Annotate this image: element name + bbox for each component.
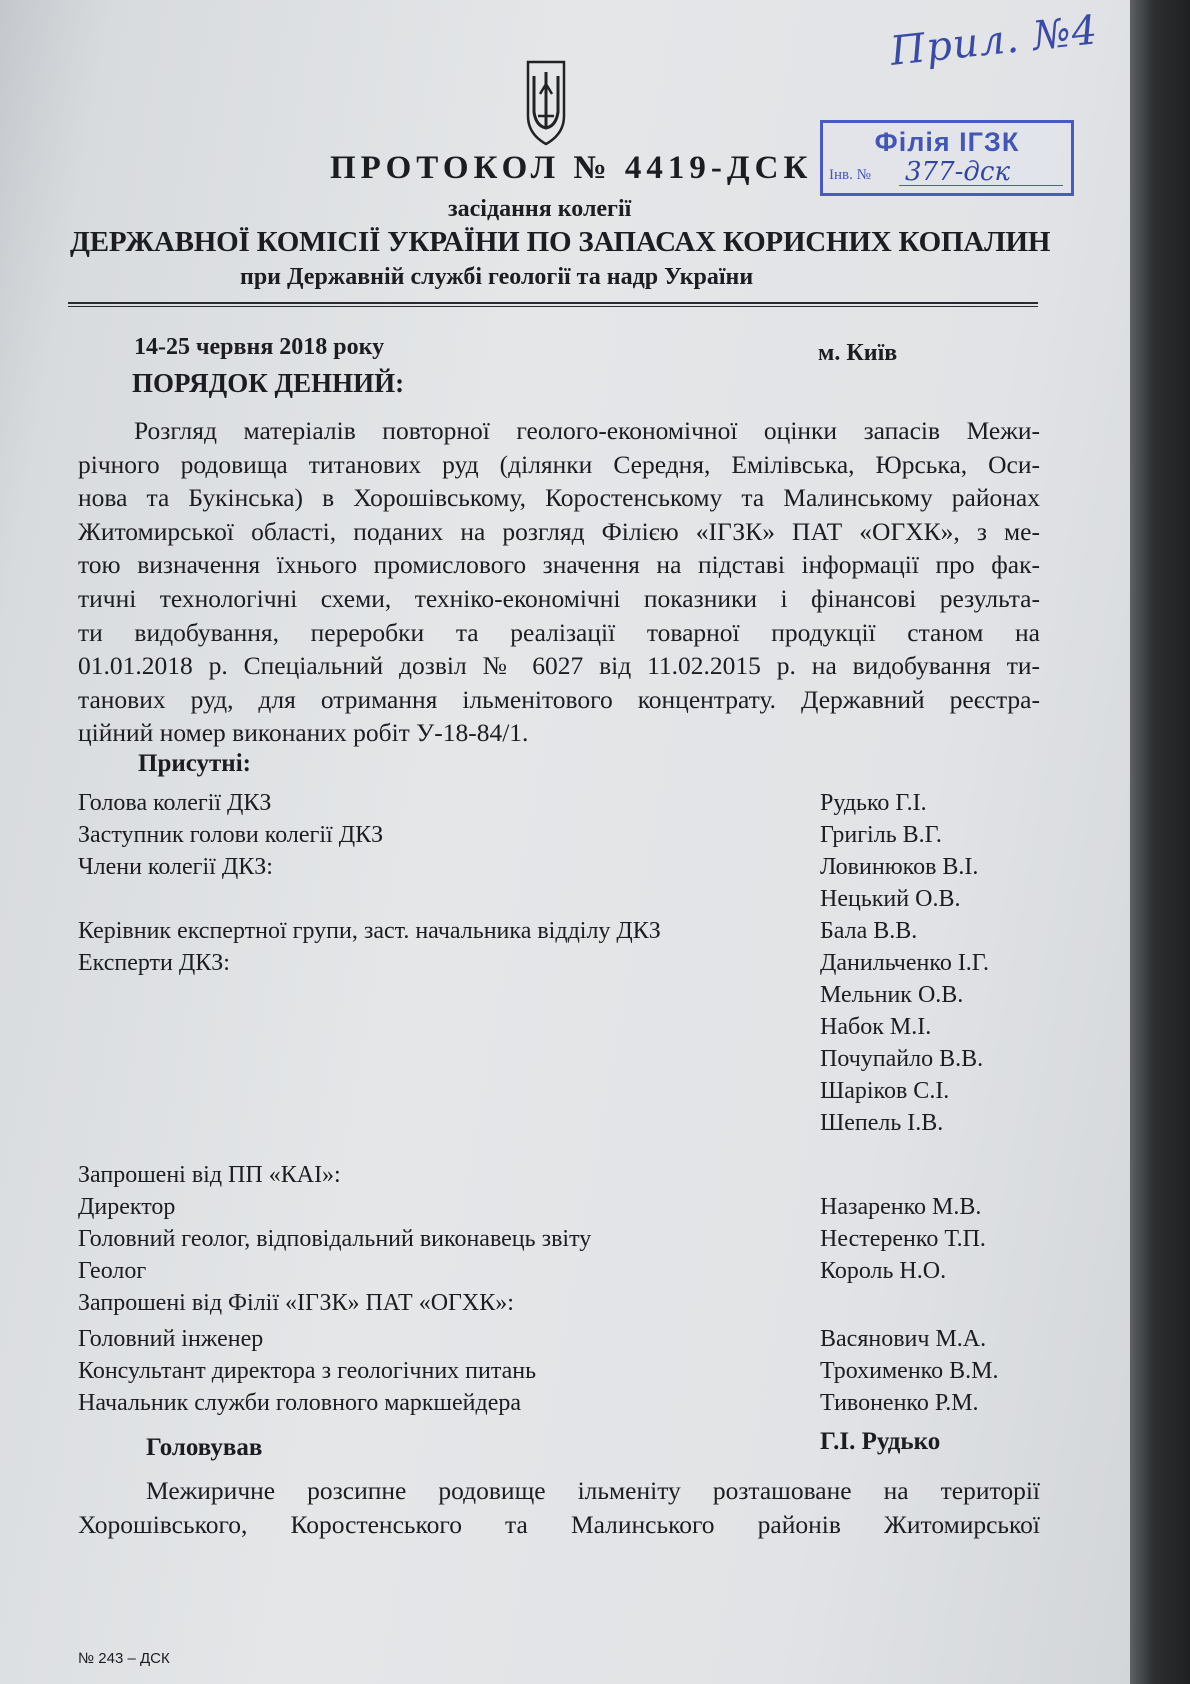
attendee-name: Рудько Г.І. (820, 790, 927, 816)
attendee-name: Васянович М.А. (820, 1326, 987, 1352)
handwritten-note: Прил. №4 (888, 7, 1101, 75)
agenda-line: тою визначення їхнього промислового значення на підставі інформації про фак- (78, 550, 1040, 580)
attendee-role: Члени колегії ДКЗ: (78, 854, 273, 880)
agenda-heading: ПОРЯДОК ДЕННИЙ: (132, 368, 405, 398)
attendee-name: Нецький О.В. (820, 886, 961, 912)
attendee-role: Начальник служби головного маркшейдера (78, 1390, 522, 1416)
stamp-title: Філія ІГЗК (874, 127, 1020, 157)
agenda-line: Житомирської області, поданих на розгляд Філією «ІГЗК» ПАТ «ОГХК», з ме- (78, 516, 1040, 546)
closing-line: Межиричне розсипне родовище ільменіту розташоване на території (146, 1476, 1040, 1505)
agenda-line: тичні технологічні схеми, техніко-економічні показники і фінансові результа- (78, 583, 1040, 613)
protocol-subtitle: засідання колегії (448, 196, 632, 222)
agenda-line: річного родовища титанових руд (ділянки Середня, Емілівська, Юрська, Оси- (78, 449, 1040, 479)
attendee-group: Запрошені від ПП «КАІ»: (78, 1162, 341, 1188)
closing-paragraph (78, 1474, 1040, 1541)
stamp-inv-number: 377-дск (905, 157, 1010, 187)
attendee-role: Заступник голови колегії ДКЗ (78, 822, 384, 848)
attendee-name: Мельник О.В. (820, 982, 964, 1008)
meeting-city: м. Київ (818, 340, 898, 366)
registration-stamp (820, 120, 1074, 196)
suborganization-name: при Державній службі геології та надр України (240, 264, 754, 290)
attendee-role: Директор (78, 1194, 176, 1220)
agenda-line: ти видобування, переробки та реалізації товарної продукції станом на (78, 617, 1040, 647)
attendee-name: Набок М.І. (820, 1014, 932, 1040)
chair-label: Головував (146, 1434, 263, 1461)
agenda-paragraph (78, 414, 1040, 750)
document-footer: № 243 – ДСК (78, 1650, 170, 1667)
attendee-name: Почупайло В.В. (820, 1046, 984, 1072)
closing-line: Хорошівського, Коростенського та Малинського районів Житомирської (78, 1509, 1040, 1539)
attendee-role: Голова колегії ДКЗ (78, 790, 272, 816)
attendance-heading: Присутні: (138, 750, 251, 777)
attendee-name: Данильченко І.Г. (820, 950, 989, 976)
trident-emblem-icon (522, 54, 570, 146)
attendee-name: Нестеренко Т.П. (820, 1226, 986, 1252)
attendee-name: Трохименко В.М. (820, 1358, 999, 1384)
attendee-name: Бала В.В. (820, 918, 918, 944)
attendee-role: Геолог (78, 1258, 147, 1284)
attendee-role: Консультант директора з геологічних питань (78, 1358, 537, 1384)
attendee-role: Керівник експертної групи, заст. начальника відділу ДКЗ (78, 918, 661, 944)
attendee-name: Шепель І.В. (820, 1110, 944, 1136)
attendee-name: Назаренко М.В. (820, 1194, 982, 1220)
meeting-date: 14-25 червня 2018 року (134, 334, 385, 360)
agenda-line: нова та Букінська) в Хорошівському, Коростенському та Малинському районах (78, 483, 1040, 513)
attendee-role: Головний геолог, відповідальний виконавець звіту (78, 1226, 592, 1252)
attendee-role: Експерти ДКЗ: (78, 950, 230, 976)
attendee-name: Шаріков С.І. (820, 1078, 950, 1104)
chair-name: Г.І. Рудько (820, 1428, 941, 1455)
agenda-line: Розгляд матеріалів повторної геолого-економічної оцінки запасів Межи- (134, 416, 1040, 445)
organization-name: ДЕРЖАВНОЇ КОМІСІЇ УКРАЇНИ ПО ЗАПАСАХ КОРИСНИХ КОПАЛИН (70, 226, 1051, 258)
attendee-group: Запрошені від Філії «ІГЗК» ПАТ «ОГХК»: (78, 1290, 514, 1316)
agenda-line: 01.01.2018 р. Спеціальний дозвіл № 6027 від 11.02.2015 р. на видобування ти- (78, 651, 1040, 681)
agenda-line: танових руд, для отримання ільменітового концентрату. Державний реєстра- (78, 684, 1040, 714)
header-rule (68, 302, 1038, 304)
attendee-name: Тивоненко Р.М. (820, 1390, 979, 1416)
protocol-title: ПРОТОКОЛ № 4419-ДСК (330, 150, 813, 186)
agenda-line: ційний номер виконаних робіт У-18-84/1. (78, 718, 529, 748)
attendee-role: Головний інженер (78, 1326, 264, 1352)
attendee-name: Григіль В.Г. (820, 822, 942, 848)
header-rule-thin (68, 306, 1038, 307)
binding-edge (1130, 0, 1190, 1684)
stamp-underline (899, 185, 1063, 186)
stamp-inv-label: Інв. № (829, 167, 871, 183)
attendee-name: Ловинюков В.І. (820, 854, 979, 880)
attendee-name: Король Н.О. (820, 1258, 947, 1284)
